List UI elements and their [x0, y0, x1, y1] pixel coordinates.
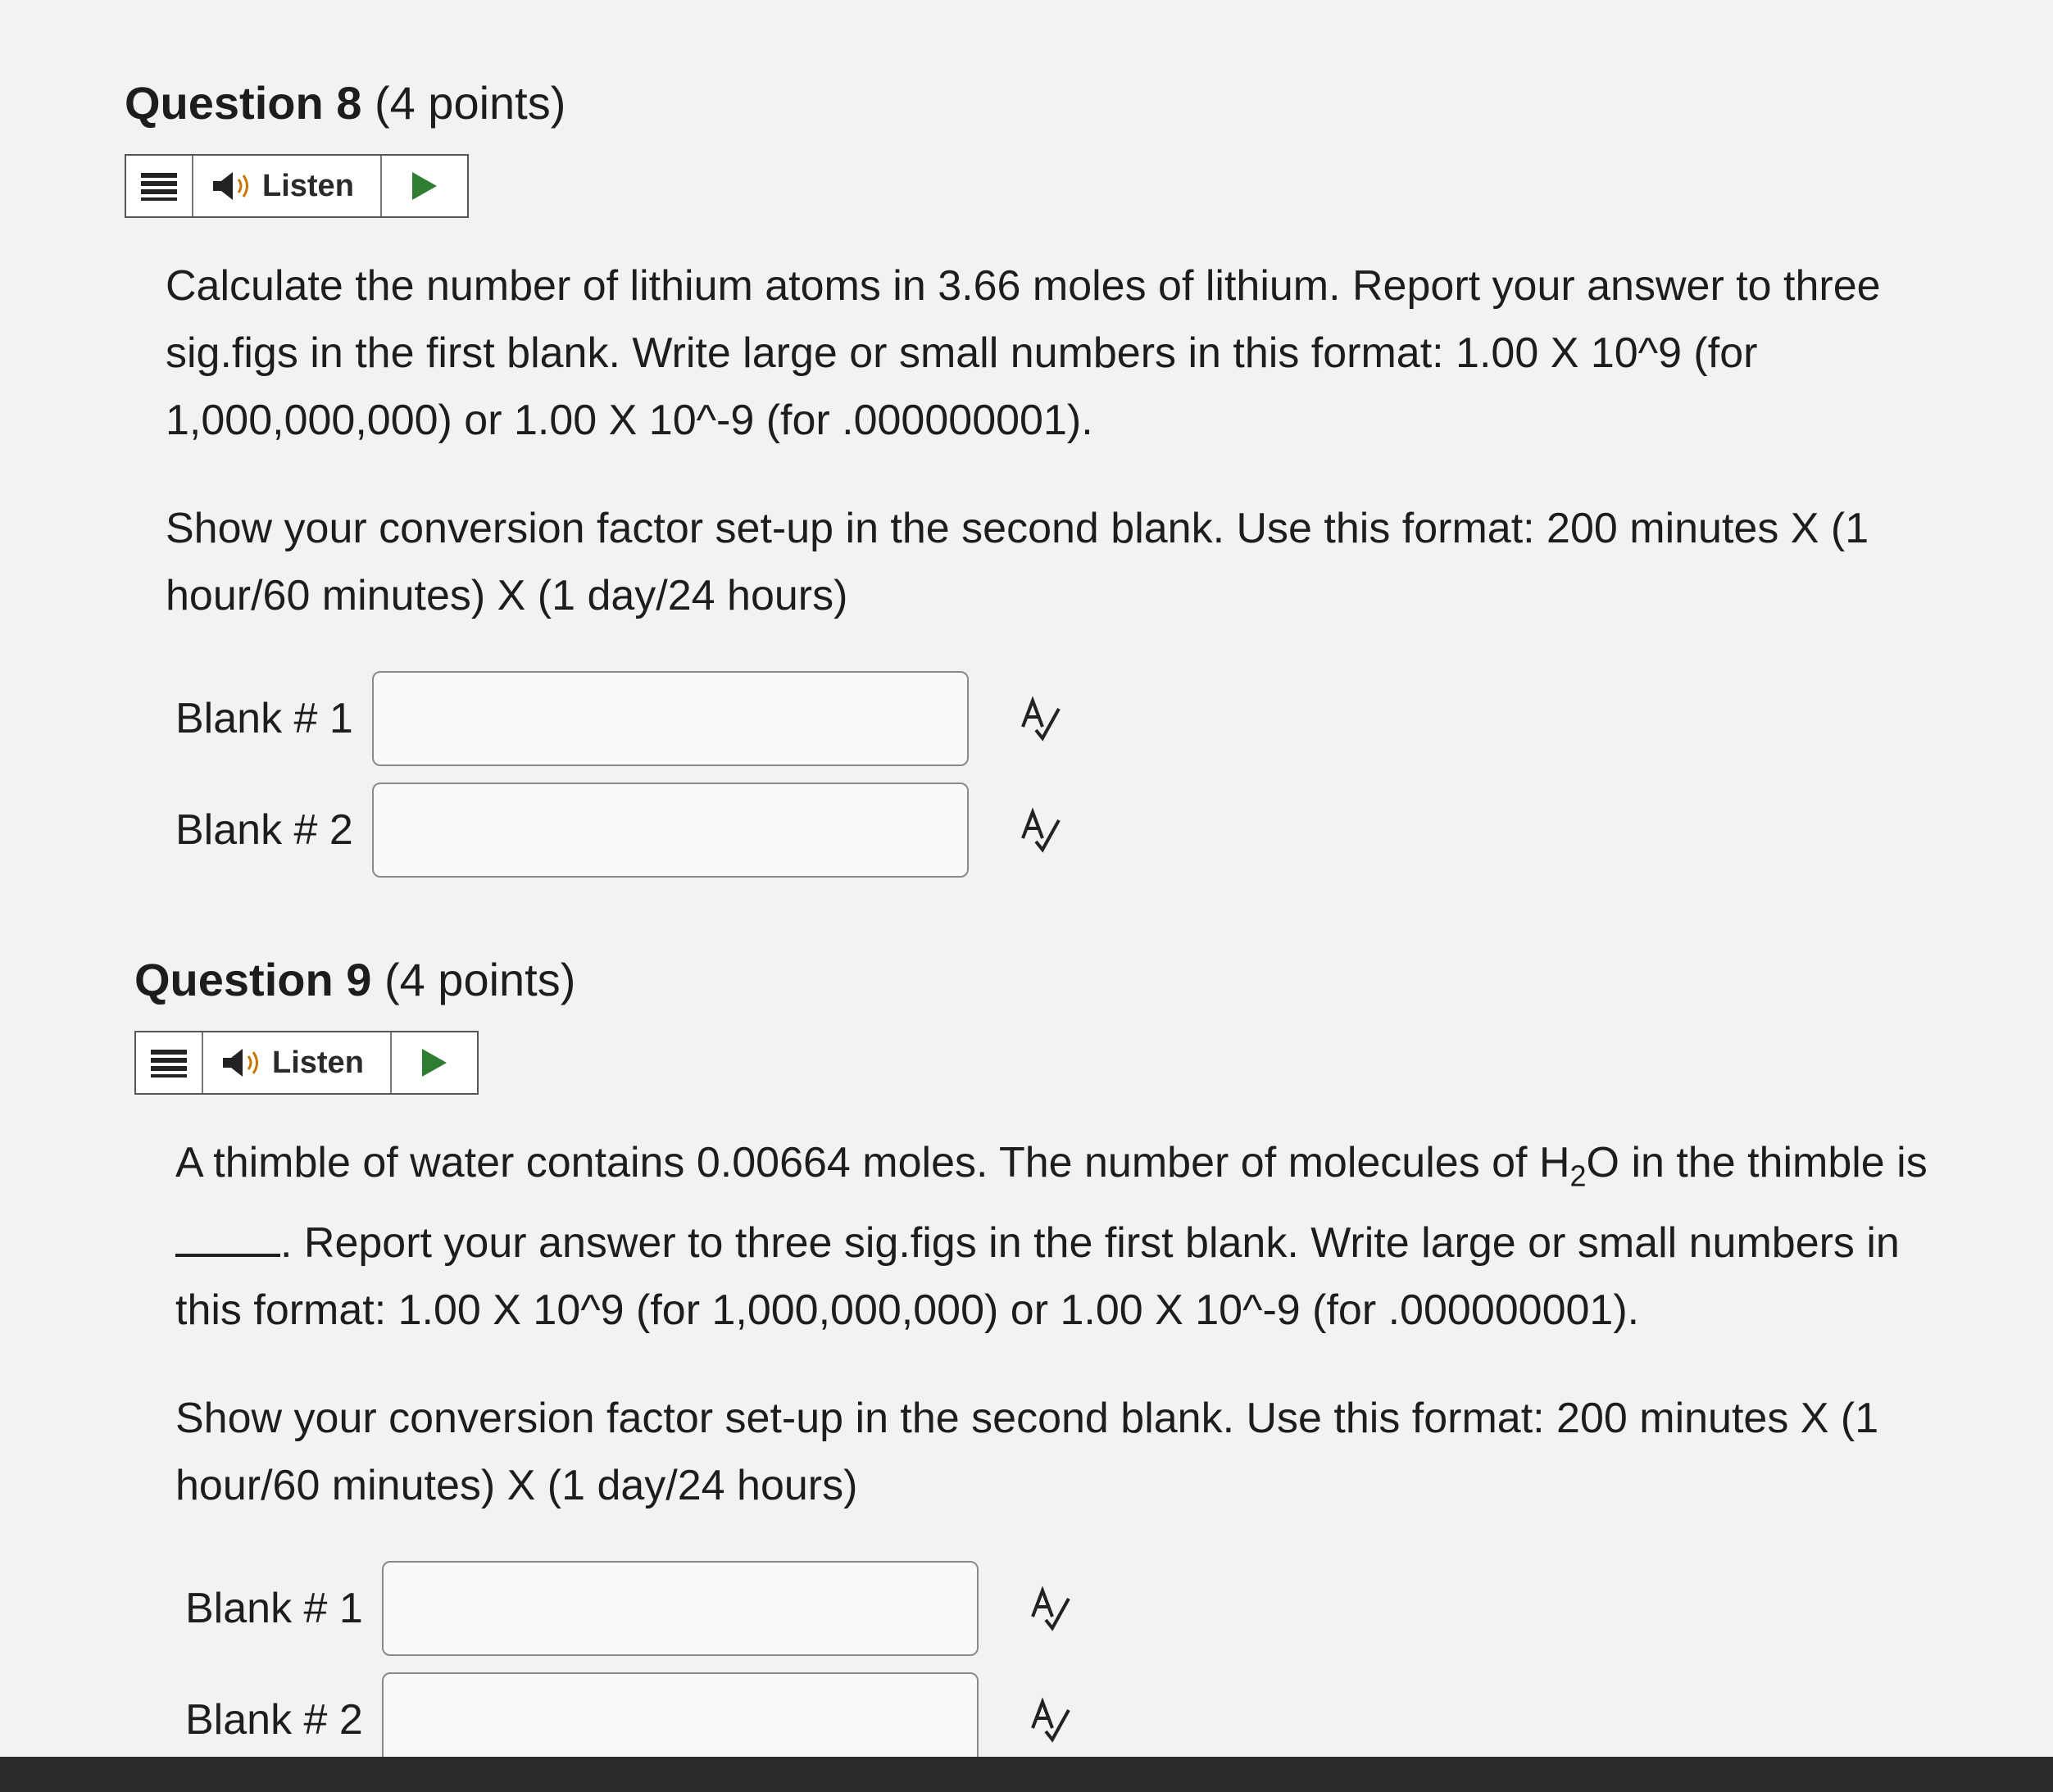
- question-instructions: Show your conversion factor set-up in the second blank. Use this format: 200 minutes X (1 hour/60 minutes) X (1 day/24 hours): [166, 505, 1869, 619]
- speaker-icon: [211, 170, 254, 202]
- read-aloud-toolbar: [125, 154, 469, 218]
- read-aloud-menu-button[interactable]: [136, 1032, 203, 1093]
- blank-1-input[interactable]: [372, 671, 969, 766]
- menu-icon: [141, 170, 177, 202]
- question-text-part-3: . Report your answer to three sig.figs in the first blank. Write large or small numbers in this format: 1.00 X 10^9 (for 1,000,000,000) or 1.00 X 10^-9 (for .000000001).: [175, 1219, 1900, 1335]
- blank-label: Blank # 2: [185, 1696, 363, 1744]
- read-aloud-toolbar: [134, 1031, 479, 1095]
- question-points: (4 points): [374, 77, 566, 129]
- question-8: [125, 72, 1928, 893]
- blank-row-1: [185, 1560, 1937, 1657]
- spell-check-icon[interactable]: [1026, 1695, 1075, 1744]
- listen-label: Listen: [262, 168, 354, 203]
- play-icon: [420, 1047, 448, 1078]
- blank-row-2: [185, 1672, 1937, 1768]
- spell-check-icon[interactable]: [1016, 805, 1065, 855]
- screen-bottom-edge: [0, 1757, 2053, 1792]
- listen-button[interactable]: [193, 156, 382, 216]
- listen-label: Listen: [272, 1045, 364, 1080]
- question-body: [125, 252, 1928, 629]
- spell-check-icon[interactable]: [1016, 694, 1065, 743]
- question-body: [134, 1129, 1937, 1519]
- blank-label: Blank # 1: [185, 1585, 363, 1633]
- blank-2-input[interactable]: [382, 1672, 979, 1767]
- listen-button[interactable]: [203, 1032, 392, 1093]
- question-label: Question 8: [125, 77, 362, 129]
- play-button[interactable]: [392, 1032, 477, 1093]
- question-text: [175, 1129, 1937, 1344]
- spell-check-icon[interactable]: [1026, 1584, 1075, 1633]
- blank-row-1: [175, 670, 1928, 767]
- blank-2-input[interactable]: [372, 783, 969, 878]
- speaker-icon: [221, 1046, 264, 1079]
- question-label: Question 9: [134, 954, 372, 1005]
- blank-label: Blank # 1: [175, 695, 353, 742]
- question-9: [134, 949, 1937, 1783]
- fill-in-blank-line: [175, 1245, 280, 1257]
- question-text-part-2: O in the thimble is: [1586, 1139, 1928, 1186]
- read-aloud-menu-button[interactable]: [126, 156, 193, 216]
- question-points: (4 points): [384, 954, 576, 1005]
- question-title: [125, 72, 1928, 134]
- play-icon: [411, 170, 438, 202]
- play-button[interactable]: [382, 156, 467, 216]
- subscript-2: 2: [1569, 1159, 1587, 1193]
- question-text: Calculate the number of lithium atoms in 3.66 moles of lithium. Report your answer to three sig.figs in the first blank. Write large or small numbers in this format: 1.00 X 10^9 (for 1,000,000,000) or 1.00 X 10^-9 (for .000000001).: [166, 262, 1881, 444]
- blank-label: Blank # 2: [175, 806, 353, 854]
- menu-icon: [151, 1046, 187, 1079]
- question-text-part-1: A thimble of water contains 0.00664 moles. The number of molecules of H: [175, 1139, 1570, 1186]
- blank-1-input[interactable]: [382, 1561, 979, 1656]
- blank-row-2: [175, 782, 1928, 878]
- question-title: [134, 949, 1937, 1011]
- question-instructions: Show your conversion factor set-up in the second blank. Use this format: 200 minutes X (1 hour/60 minutes) X (1 day/24 hours): [175, 1395, 1879, 1510]
